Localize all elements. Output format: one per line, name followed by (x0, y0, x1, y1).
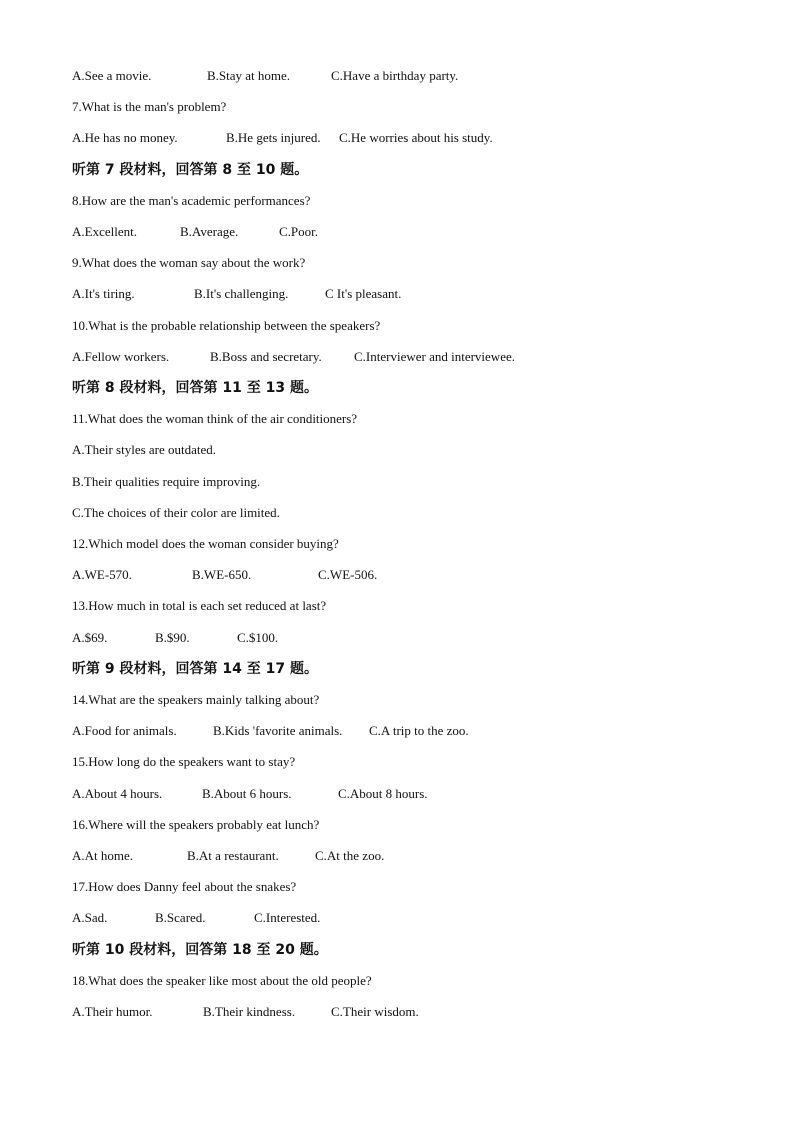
answer-option: B.Kids 'favorite animals. (213, 723, 343, 738)
question-text: A.Their styles are outdated. (72, 442, 217, 457)
answer-option: B.$90. (155, 630, 190, 645)
question-text: 14.What are the speakers mainly talking about? (72, 692, 320, 707)
section-heading: 听第 8 段材料，回答第 11 至 13 题。 (72, 380, 318, 396)
question-text: 8.How are the man's academic performances? (72, 193, 311, 208)
answer-option: C.Interviewer and interviewee. (354, 349, 515, 364)
answer-option: A.At home. (72, 848, 134, 863)
section-heading: 听第 7 段材料，回答第 8 至 10 题。 (72, 162, 309, 178)
answer-option: C.Their wisdom. (331, 1004, 419, 1019)
question-text: 17.How does Danny feel about the snakes? (72, 879, 297, 894)
answer-option: B.At a restaurant. (187, 848, 279, 863)
question-text: 12.Which model does the woman consider buying? (72, 536, 339, 551)
answer-option: A.About 4 hours. (72, 786, 163, 801)
answer-option: C.He worries about his study. (339, 130, 493, 145)
question-text: C.The choices of their color are limited. (72, 505, 280, 520)
answer-option: C.About 8 hours. (338, 786, 428, 801)
answer-option: A.He has no money. (72, 130, 178, 145)
question-text: 9.What does the woman say about the work? (72, 255, 306, 270)
question-text: 10.What is the probable relationship between the speakers? (72, 318, 381, 333)
answer-option: B.Stay at home. (207, 68, 291, 83)
question-text: 15.How long do the speakers want to stay? (72, 754, 296, 769)
question-text: 11.What does the woman think of the air conditioners? (72, 411, 358, 426)
answer-option: B.About 6 hours. (202, 786, 292, 801)
answer-option: A.See a movie. (72, 68, 152, 83)
section-heading: 听第 10 段材料，回答第 18 至 20 题。 (72, 942, 328, 958)
answer-option: A.Fellow workers. (72, 349, 170, 364)
question-text: B.Their qualities require improving. (72, 474, 261, 489)
answer-option: C.$100. (237, 630, 279, 645)
answer-option: B.Average. (180, 224, 239, 239)
question-text: 7.What is the man's problem? (72, 99, 227, 114)
answer-option: A.$69. (72, 630, 108, 645)
answer-option: B.Scared. (155, 910, 206, 925)
question-text: 16.Where will the speakers probably eat lunch? (72, 817, 320, 832)
answer-option: A.WE-570. (72, 567, 132, 582)
answer-option: A.Their humor. (72, 1004, 153, 1019)
answer-option: B.Their kindness. (203, 1004, 296, 1019)
answer-option: C.A trip to the zoo. (369, 723, 469, 738)
answer-option: C It's pleasant. (325, 286, 402, 301)
answer-option: B.He gets injured. (226, 130, 321, 145)
answer-option: A.Food for animals. (72, 723, 177, 738)
answer-option: B.Boss and secretary. (210, 349, 322, 364)
answer-option: A.It's tiring. (72, 286, 135, 301)
answer-option: B.WE-650. (192, 567, 252, 582)
answer-option: C.At the zoo. (315, 848, 385, 863)
question-text: 18.What does the speaker like most about the old people? (72, 973, 372, 988)
section-heading: 听第 9 段材料，回答第 14 至 17 题。 (72, 661, 318, 677)
answer-option: C.Interested. (254, 910, 321, 925)
question-text: 13.How much in total is each set reduced at last? (72, 598, 327, 613)
answer-option: B.It's challenging. (194, 286, 289, 301)
answer-option: A.Excellent. (72, 224, 137, 239)
answer-option: C.Poor. (279, 224, 319, 239)
answer-option: A.Sad. (72, 910, 108, 925)
answer-option: C.WE-506. (318, 567, 378, 582)
answer-option: C.Have a birthday party. (331, 68, 459, 83)
